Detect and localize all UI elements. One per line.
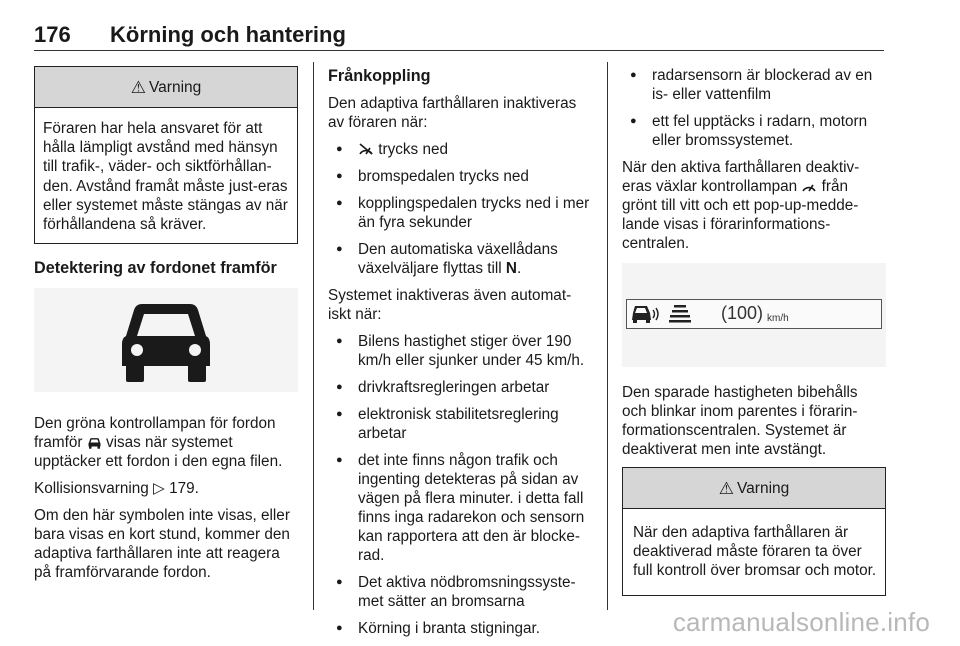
- header-rule: [34, 50, 884, 51]
- paragraph-collision-ref: Kollisionsvarning ▷ 179.: [34, 480, 199, 498]
- auto-disengage-list: [328, 332, 592, 638]
- page-header: [34, 22, 884, 52]
- list-item: ● drivkraftsregleringen arbetar: [328, 378, 592, 397]
- section-heading-disengage: Frånkoppling: [328, 67, 431, 85]
- page-reference-icon: ▷: [153, 480, 165, 498]
- driver-info-display: [626, 299, 882, 329]
- speed-unit: km/h: [767, 313, 789, 324]
- list-item: ● kopplingspedalen trycks ned i mer än fyra sekunder: [328, 194, 592, 232]
- warning-box: [622, 467, 886, 596]
- list-item: ● bromspedalen trycks ned: [328, 167, 592, 186]
- paragraph-disengage-intro: Den adaptiva farthållaren inaktiveras av föraren när:: [328, 95, 577, 131]
- vehicle-ahead-icon: [120, 296, 212, 384]
- driver-disengage-list: [328, 140, 592, 278]
- list-item: ● Körning i branta stigningar.: [328, 619, 592, 638]
- section-heading-detection: Detektering av fordonet framför: [34, 259, 277, 278]
- collision-page-link[interactable]: 179.: [169, 480, 199, 498]
- warning-triangle-icon: ⚠: [718, 478, 734, 498]
- column-divider-1: [313, 62, 314, 610]
- paragraph-symbol-missing: Om den här symbolen inte visas, eller bara visas en kort stund, kommer den adaptiva farthållaren inte att reagera på framförvarande fordon.: [34, 507, 290, 582]
- warning-title: Varning: [736, 479, 790, 497]
- warning-header: [35, 67, 297, 108]
- page-number: 176: [34, 22, 71, 47]
- list-item: ● Den automatiska växellådans växelväljare flyttas till N.: [328, 240, 592, 278]
- list-item: ● det inte finns någon trafik och ingenting detekteras på sidan av vägen på flera minuter. i detta fall finns inga radarekon och sensorn kan rapportera att den är blocke-rad.: [328, 451, 592, 565]
- adaptive-cruise-icon: [631, 304, 661, 324]
- column-2: [328, 66, 592, 646]
- list-item: ● elektronisk stabilitetsreglering arbetar: [328, 405, 592, 443]
- column-divider-2: [607, 62, 608, 610]
- paragraph-auto-intro: Systemet inaktiveras även automat-iskt när:: [328, 287, 572, 323]
- list-item: ● Bilens hastighet stiger över 190 km/h eller sjunker under 45 km/h.: [328, 332, 592, 370]
- list-item: ● trycks ned: [328, 140, 592, 159]
- warning-text: När den adaptiva farthållaren är deaktiverad måste föraren ta över full kontroll över bromsar och motor.: [633, 524, 877, 580]
- vehicle-ahead-figure: [34, 288, 298, 392]
- distance-bars-icon: [669, 305, 691, 323]
- chapter-title: Körning och hantering: [110, 22, 346, 47]
- paragraph-saved-speed: Den sparade hastigheten bibehålls och blinkar inom parentes i förarin-formationscentralen. Systemet är deaktiverat men inte avstängt.: [622, 384, 858, 458]
- warning-header: [623, 468, 885, 509]
- list-item: ● ett fel upptäcks i radarn, motorn eller bromssystemet.: [622, 112, 886, 150]
- warning-box: [34, 66, 298, 244]
- paragraph-green-lamp: Den gröna kontrollampan för fordon framför visas när systemet upptäcker ett fordon i den egna filen.: [34, 415, 283, 471]
- warning-triangle-icon: ⚠: [130, 77, 146, 97]
- cruise-cancel-icon: [358, 142, 374, 156]
- cruise-control-icon: [801, 179, 817, 193]
- car-icon: [87, 437, 102, 449]
- warning-text: Föraren har hela ansvaret för att hålla lämpligt avstånd med hänsyn till trafik-, väder- och siktförhållan-den. Avstånd framåt måste just-eras eller systemet måste stängas av när förhållandena så kräver.: [43, 120, 288, 234]
- fault-list: [622, 66, 886, 150]
- paragraph-lamp-change: När den aktiva farthållaren deaktiv-eras växlar kontrollampan från grönt till vitt och ett pop-up-medde-lande visas i förarinformations-centralen.: [622, 159, 860, 252]
- warning-title: Varning: [148, 78, 202, 96]
- column-3: [622, 66, 886, 608]
- watermark: carmanualsonline.info: [672, 607, 930, 637]
- set-speed: (100): [721, 303, 764, 323]
- list-item: ● radarsensorn är blockerad av en is- eller vattenfilm: [622, 66, 886, 104]
- list-item: ● Det aktiva nödbromsningssyste-met sätter an bromsarna: [328, 573, 592, 611]
- column-1: [34, 66, 298, 590]
- driver-info-figure: [622, 263, 886, 367]
